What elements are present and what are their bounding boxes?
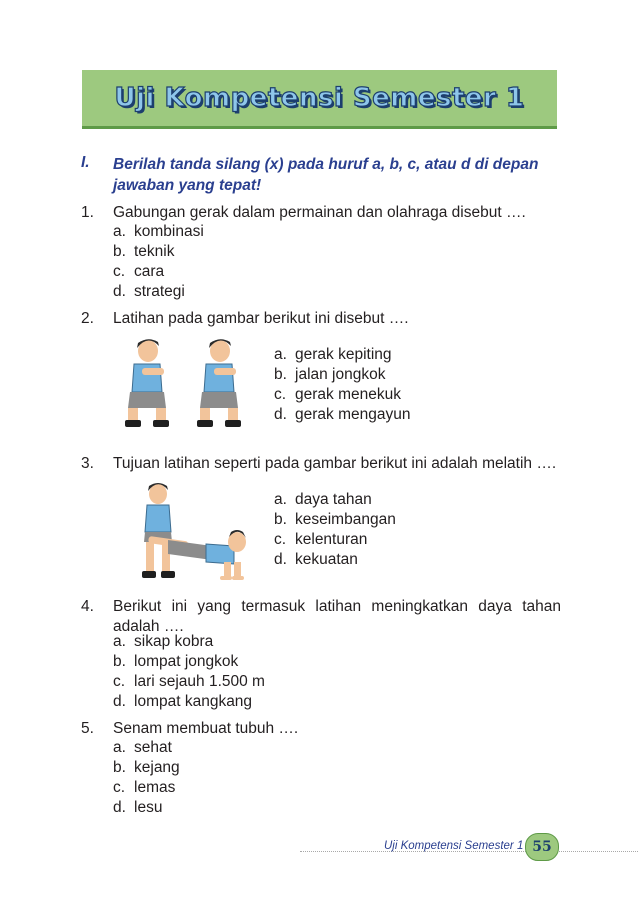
section-instruction: Berilah tanda silang (x) pada huruf a, b, c, atau d di depan jawaban yang tepat! — [113, 156, 539, 194]
section-number: I. — [81, 154, 90, 171]
option-2d[interactable]: d. gerak mengayun — [274, 406, 411, 423]
option-2a[interactable]: a. gerak kepiting — [274, 346, 392, 363]
option-5a[interactable]: a. sehat — [113, 739, 172, 756]
question-text: Berikut ini yang termasuk latihan meningkatkan daya tahan adalah …. — [113, 598, 561, 635]
option-4d[interactable]: d. lompat kangkang — [113, 693, 253, 710]
question-text: Tujuan latihan seperti pada gambar berikut ini adalah melatih …. — [113, 455, 557, 472]
question-number: 4. — [81, 598, 94, 615]
option-3c[interactable]: c. kelenturan — [274, 531, 368, 548]
wheelbarrow-walk-illustration — [128, 480, 254, 584]
option-5d[interactable]: d. lesu — [113, 799, 163, 816]
option-3a[interactable]: a. daya tahan — [274, 491, 372, 508]
option-3d[interactable]: d. kekuatan — [274, 551, 358, 568]
question-text: Senam membuat tubuh …. — [113, 720, 299, 737]
option-1d[interactable]: d. strategi — [113, 283, 185, 300]
option-2b[interactable]: b. jalan jongkok — [274, 366, 386, 383]
option-4a[interactable]: a. sikap kobra — [113, 633, 214, 650]
question-text: Gabungan gerak dalam permainan dan olahraga disebut …. — [113, 204, 526, 221]
squat-walk-illustration — [120, 334, 260, 430]
question-number: 1. — [81, 204, 94, 221]
option-4c[interactable]: c. lari sejauh 1.500 m — [113, 673, 265, 690]
page-number: 55 — [525, 833, 559, 861]
option-1a[interactable]: a. kombinasi — [113, 223, 204, 240]
footer-label: Uji Kompetensi Semester 1 — [384, 840, 524, 852]
option-1b[interactable]: b. teknik — [113, 243, 175, 260]
page-title: Uji Kompetensi Semester 1 — [114, 83, 525, 113]
question-number: 2. — [81, 310, 94, 327]
title-banner — [82, 70, 557, 129]
question-number: 5. — [81, 720, 94, 737]
option-5c[interactable]: c. lemas — [113, 779, 176, 796]
option-3b[interactable]: b. keseimbangan — [274, 511, 396, 528]
option-5b[interactable]: b. kejang — [113, 759, 180, 776]
option-1c[interactable]: c. cara — [113, 263, 165, 280]
option-2c[interactable]: c. gerak menekuk — [274, 386, 401, 403]
option-4b[interactable]: b. lompat jongkok — [113, 653, 239, 670]
question-text: Latihan pada gambar berikut ini disebut …. — [113, 310, 409, 327]
question-number: 3. — [81, 455, 94, 472]
